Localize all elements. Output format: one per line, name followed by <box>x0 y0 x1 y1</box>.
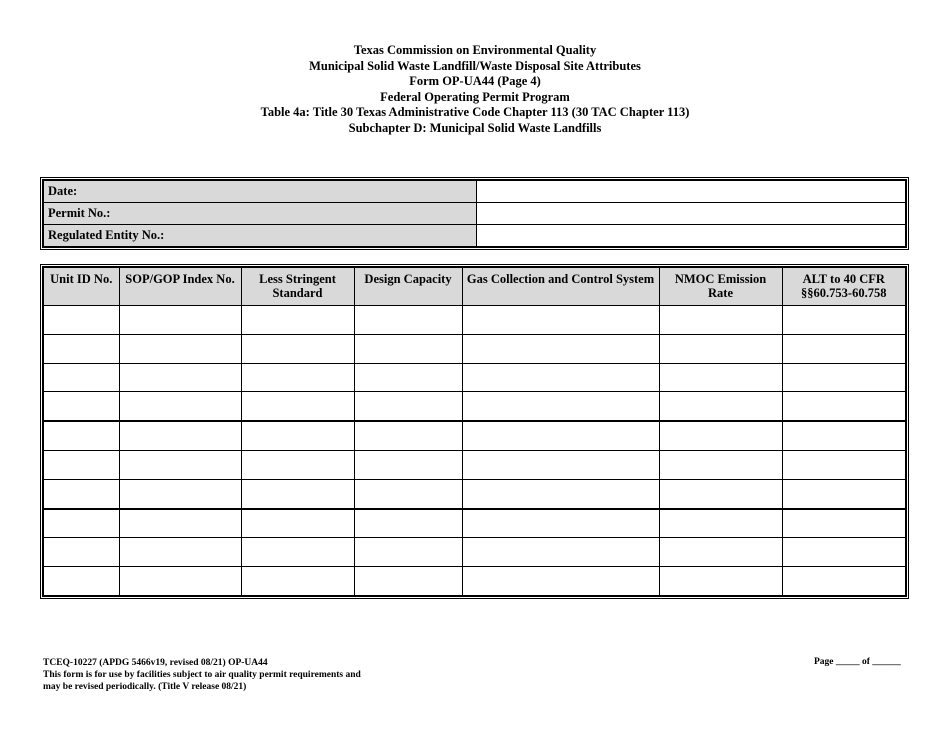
cell-unit-id[interactable] <box>43 363 119 392</box>
cell-unit-id[interactable] <box>43 306 119 335</box>
form-footer <box>43 657 361 693</box>
cell-less-stringent[interactable] <box>241 363 354 392</box>
cell-less-stringent[interactable] <box>241 334 354 363</box>
cell-alt-cfr[interactable] <box>782 538 906 567</box>
cell-index-no[interactable] <box>119 450 241 479</box>
form-release-note: may be revised periodically. (Title V release 08/21) <box>43 682 247 692</box>
cell-alt-cfr[interactable] <box>782 306 906 335</box>
table-row <box>43 363 906 392</box>
cell-gas-collection[interactable] <box>462 538 659 567</box>
identification-table <box>42 179 907 248</box>
cell-design-capacity[interactable] <box>354 421 462 450</box>
cell-design-capacity[interactable] <box>354 306 462 335</box>
cell-unit-id[interactable] <box>43 538 119 567</box>
cell-less-stringent[interactable] <box>241 509 354 538</box>
table-header-row <box>43 267 906 306</box>
cell-gas-collection[interactable] <box>462 363 659 392</box>
cell-unit-id[interactable] <box>43 509 119 538</box>
table-row <box>43 479 906 508</box>
table-row <box>43 334 906 363</box>
cell-alt-cfr[interactable] <box>782 334 906 363</box>
landfill-attributes-table <box>42 266 907 597</box>
cell-alt-cfr[interactable] <box>782 567 906 596</box>
cell-nmoc-rate[interactable] <box>659 567 782 596</box>
cell-index-no[interactable] <box>119 567 241 596</box>
cell-less-stringent[interactable] <box>241 392 354 421</box>
cell-less-stringent[interactable] <box>241 306 354 335</box>
cell-design-capacity[interactable] <box>354 450 462 479</box>
date-field[interactable] <box>477 180 907 203</box>
table-row <box>43 421 906 450</box>
cell-nmoc-rate[interactable] <box>659 479 782 508</box>
column-header-alt-cfr: ALT to 40 CFR §§60.753-60.758 <box>782 267 906 306</box>
cell-design-capacity[interactable] <box>354 334 462 363</box>
form-usage-note: This form is for use by facilities subject to air quality permit requirements and <box>43 670 361 680</box>
cell-index-no[interactable] <box>119 334 241 363</box>
column-header-gas-collection: Gas Collection and Control System <box>462 267 659 306</box>
table-row <box>43 509 906 538</box>
cell-design-capacity[interactable] <box>354 392 462 421</box>
cell-gas-collection[interactable] <box>462 334 659 363</box>
cell-index-no[interactable] <box>119 509 241 538</box>
entity-field[interactable] <box>477 225 907 248</box>
cell-alt-cfr[interactable] <box>782 392 906 421</box>
cell-alt-cfr[interactable] <box>782 450 906 479</box>
cell-less-stringent[interactable] <box>241 479 354 508</box>
cell-design-capacity[interactable] <box>354 567 462 596</box>
permit-field[interactable] <box>477 203 907 225</box>
cell-less-stringent[interactable] <box>241 567 354 596</box>
cell-design-capacity[interactable] <box>354 538 462 567</box>
permit-row <box>43 203 906 225</box>
cell-unit-id[interactable] <box>43 421 119 450</box>
cell-gas-collection[interactable] <box>462 509 659 538</box>
column-header-unit-id: Unit ID No. <box>43 267 119 306</box>
cell-index-no[interactable] <box>119 392 241 421</box>
table-row <box>43 306 906 335</box>
cell-gas-collection[interactable] <box>462 479 659 508</box>
entity-label: Regulated Entity No.: <box>43 225 477 248</box>
cell-unit-id[interactable] <box>43 334 119 363</box>
form-header <box>0 43 950 136</box>
entity-row <box>43 225 906 248</box>
cell-unit-id[interactable] <box>43 392 119 421</box>
cell-index-no[interactable] <box>119 363 241 392</box>
table-title: Table 4a: Title 30 Texas Administrative Code Chapter 113 (30 TAC Chapter 113) <box>260 105 690 119</box>
column-header-less-stringent: Less Stringent Standard <box>241 267 354 306</box>
column-header-design-capacity: Design Capacity <box>354 267 462 306</box>
cell-nmoc-rate[interactable] <box>659 334 782 363</box>
cell-index-no[interactable] <box>119 479 241 508</box>
cell-alt-cfr[interactable] <box>782 421 906 450</box>
cell-nmoc-rate[interactable] <box>659 363 782 392</box>
cell-design-capacity[interactable] <box>354 479 462 508</box>
cell-index-no[interactable] <box>119 538 241 567</box>
cell-nmoc-rate[interactable] <box>659 392 782 421</box>
cell-alt-cfr[interactable] <box>782 509 906 538</box>
subchapter-title: Subchapter D: Municipal Solid Waste Landfills <box>348 120 602 135</box>
form-subject: Municipal Solid Waste Landfill/Waste Disposal Site Attributes <box>309 58 641 73</box>
agency-title: Texas Commission on Environmental Quality <box>353 43 597 57</box>
column-header-index-no: SOP/GOP Index No. <box>119 267 241 306</box>
form-number: Form OP-UA44 (Page 4) <box>409 74 541 88</box>
cell-unit-id[interactable] <box>43 479 119 508</box>
cell-design-capacity[interactable] <box>354 363 462 392</box>
table-row <box>43 392 906 421</box>
cell-less-stringent[interactable] <box>241 450 354 479</box>
cell-less-stringent[interactable] <box>241 421 354 450</box>
cell-nmoc-rate[interactable] <box>659 509 782 538</box>
cell-unit-id[interactable] <box>43 567 119 596</box>
cell-nmoc-rate[interactable] <box>659 450 782 479</box>
cell-index-no[interactable] <box>119 421 241 450</box>
cell-unit-id[interactable] <box>43 450 119 479</box>
column-header-nmoc-rate: NMOC Emission Rate <box>659 267 782 306</box>
table-row <box>43 567 906 596</box>
cell-nmoc-rate[interactable] <box>659 538 782 567</box>
date-row <box>43 180 906 203</box>
table-row <box>43 538 906 567</box>
program-name: Federal Operating Permit Program <box>380 89 570 104</box>
cell-design-capacity[interactable] <box>354 509 462 538</box>
form-revision: TCEQ-10227 (APDG 5466v19, revised 08/21) OP-UA44 <box>43 658 268 668</box>
cell-nmoc-rate[interactable] <box>659 421 782 450</box>
cell-alt-cfr[interactable] <box>782 363 906 392</box>
cell-nmoc-rate[interactable] <box>659 306 782 335</box>
date-label: Date: <box>43 180 477 203</box>
cell-gas-collection[interactable] <box>462 567 659 596</box>
cell-less-stringent[interactable] <box>241 538 354 567</box>
cell-gas-collection[interactable] <box>462 421 659 450</box>
permit-label: Permit No.: <box>43 203 477 225</box>
cell-gas-collection[interactable] <box>462 392 659 421</box>
cell-index-no[interactable] <box>119 306 241 335</box>
cell-gas-collection[interactable] <box>462 306 659 335</box>
cell-gas-collection[interactable] <box>462 450 659 479</box>
cell-alt-cfr[interactable] <box>782 479 906 508</box>
table-row <box>43 450 906 479</box>
page-number: Page _____ of ______ <box>814 657 901 667</box>
